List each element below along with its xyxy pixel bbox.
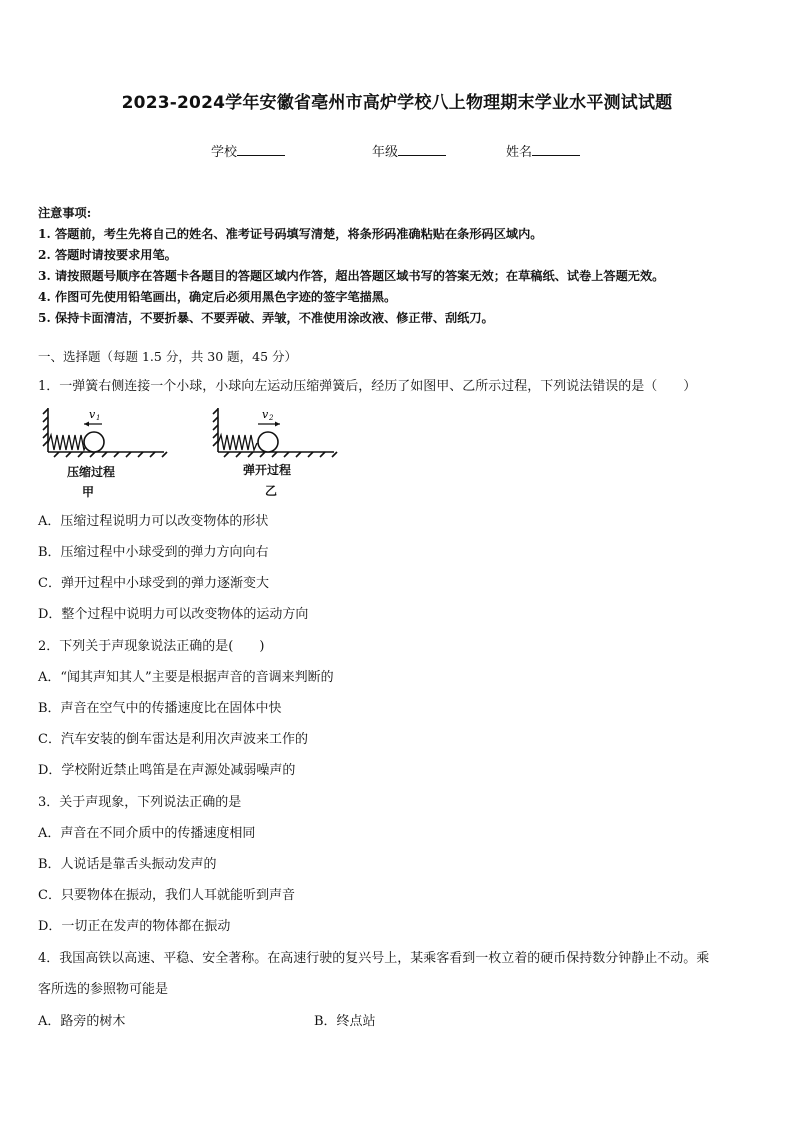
question-4-stem: 4．我国高铁以高速、平稳、安全著称。在高速行驶的复兴号上，某乘客看到一枚立着的硬币保持数分钟静止不动。乘 (38, 951, 710, 966)
question-2-option-c: C．汽车安装的倒车雷达是利用次声波来工作的 (38, 732, 308, 747)
figure-left-caption: 压缩过程 (67, 465, 116, 479)
school-blank (237, 143, 285, 156)
name-label: 姓名 (506, 145, 533, 160)
question-3-option-a: A．声音在不同介质中的传播速度相同 (38, 826, 256, 841)
note-item: 4. 作图可先使用铅笔画出，确定后必须用黑色字迹的签字笔描黑。 (38, 290, 397, 304)
grade-blank (398, 143, 446, 156)
note-item: 2. 答题时请按要求用笔。 (38, 248, 177, 262)
question-4-stem-cont: 客所选的参照物可能是 (38, 982, 169, 997)
note-item: 3. 请按照题号顺序在答题卡各题目的答题区域内作答，超出答题区域书写的答案无效；在草稿纸、试卷上答题无效。 (38, 269, 665, 283)
question-3-option-c: C．只要物体在振动，我们人耳就能听到声音 (38, 888, 295, 903)
question-1-stem: 1．一弹簧右侧连接一个小球，小球向左运动压缩弹簧后，经历了如图甲、乙所示过程，下列说法错误的是（ ） (38, 379, 697, 394)
grade-label: 年级 (372, 145, 399, 160)
question-1-option-d: D．整个过程中说明力可以改变物体的运动方向 (38, 607, 309, 622)
question-4-option-b: B．终点站 (314, 1014, 376, 1029)
question-2-stem: 2．下列关于声现象说法正确的是( ) (38, 639, 265, 654)
question-4-option-a: A．路旁的树木 (38, 1014, 126, 1029)
velocity-v2-sub: 2 (269, 414, 274, 422)
velocity-v1-sub: 1 (96, 414, 101, 422)
page-title: 2023-2024学年安徽省亳州市高炉学校八上物理期末学业水平测试试题 (121, 93, 673, 113)
school-field (211, 141, 285, 160)
question-3-option-b: B．人说话是靠舌头振动发声的 (38, 857, 217, 872)
figure-right-caption: 弹开过程 (243, 463, 292, 477)
question-1-option-b: B．压缩过程中小球受到的弹力方向向右 (38, 545, 269, 560)
velocity-v1-label: v (89, 408, 96, 421)
name-blank (532, 143, 580, 156)
notes-block (38, 203, 664, 329)
question-1-option-a: A．压缩过程说明力可以改变物体的形状 (38, 514, 269, 529)
grade-field (372, 141, 446, 160)
note-item: 1. 答题前，考生先将自己的姓名、准考证号码填写清楚，将条形码准确粘贴在条形码区域内。 (38, 227, 543, 241)
question-2-option-b: B．声音在空气中的传播速度比在固体中快 (38, 701, 282, 716)
school-label: 学校 (211, 145, 238, 160)
question-2-option-d: D．学校附近禁止鸣笛是在声源处减弱噪声的 (38, 763, 296, 778)
question-3-stem: 3．关于声现象，下列说法正确的是 (38, 795, 242, 810)
question-1-option-c: C．弹开过程中小球受到的弹力逐渐变大 (38, 576, 269, 591)
figure-right-label: 乙 (265, 484, 278, 498)
velocity-v2-label: v (262, 408, 269, 421)
figure-compression (40, 402, 170, 498)
name-field (506, 141, 580, 160)
question-3-option-d: D．一切正在发声的物体都在振动 (38, 919, 231, 934)
section-heading: 一、选择题（每题 1.5 分，共 30 题，45 分） (38, 349, 298, 364)
notes-heading: 注意事项: (38, 206, 92, 220)
note-item: 5. 保持卡面清洁，不要折暴、不要弄破、弄皱，不准使用涂改液、修正带、刮纸刀。 (38, 311, 494, 325)
figure-left-label: 甲 (82, 485, 95, 499)
question-2-option-a: A．“闻其声知其人”主要是根据声音的音调来判断的 (38, 670, 334, 685)
